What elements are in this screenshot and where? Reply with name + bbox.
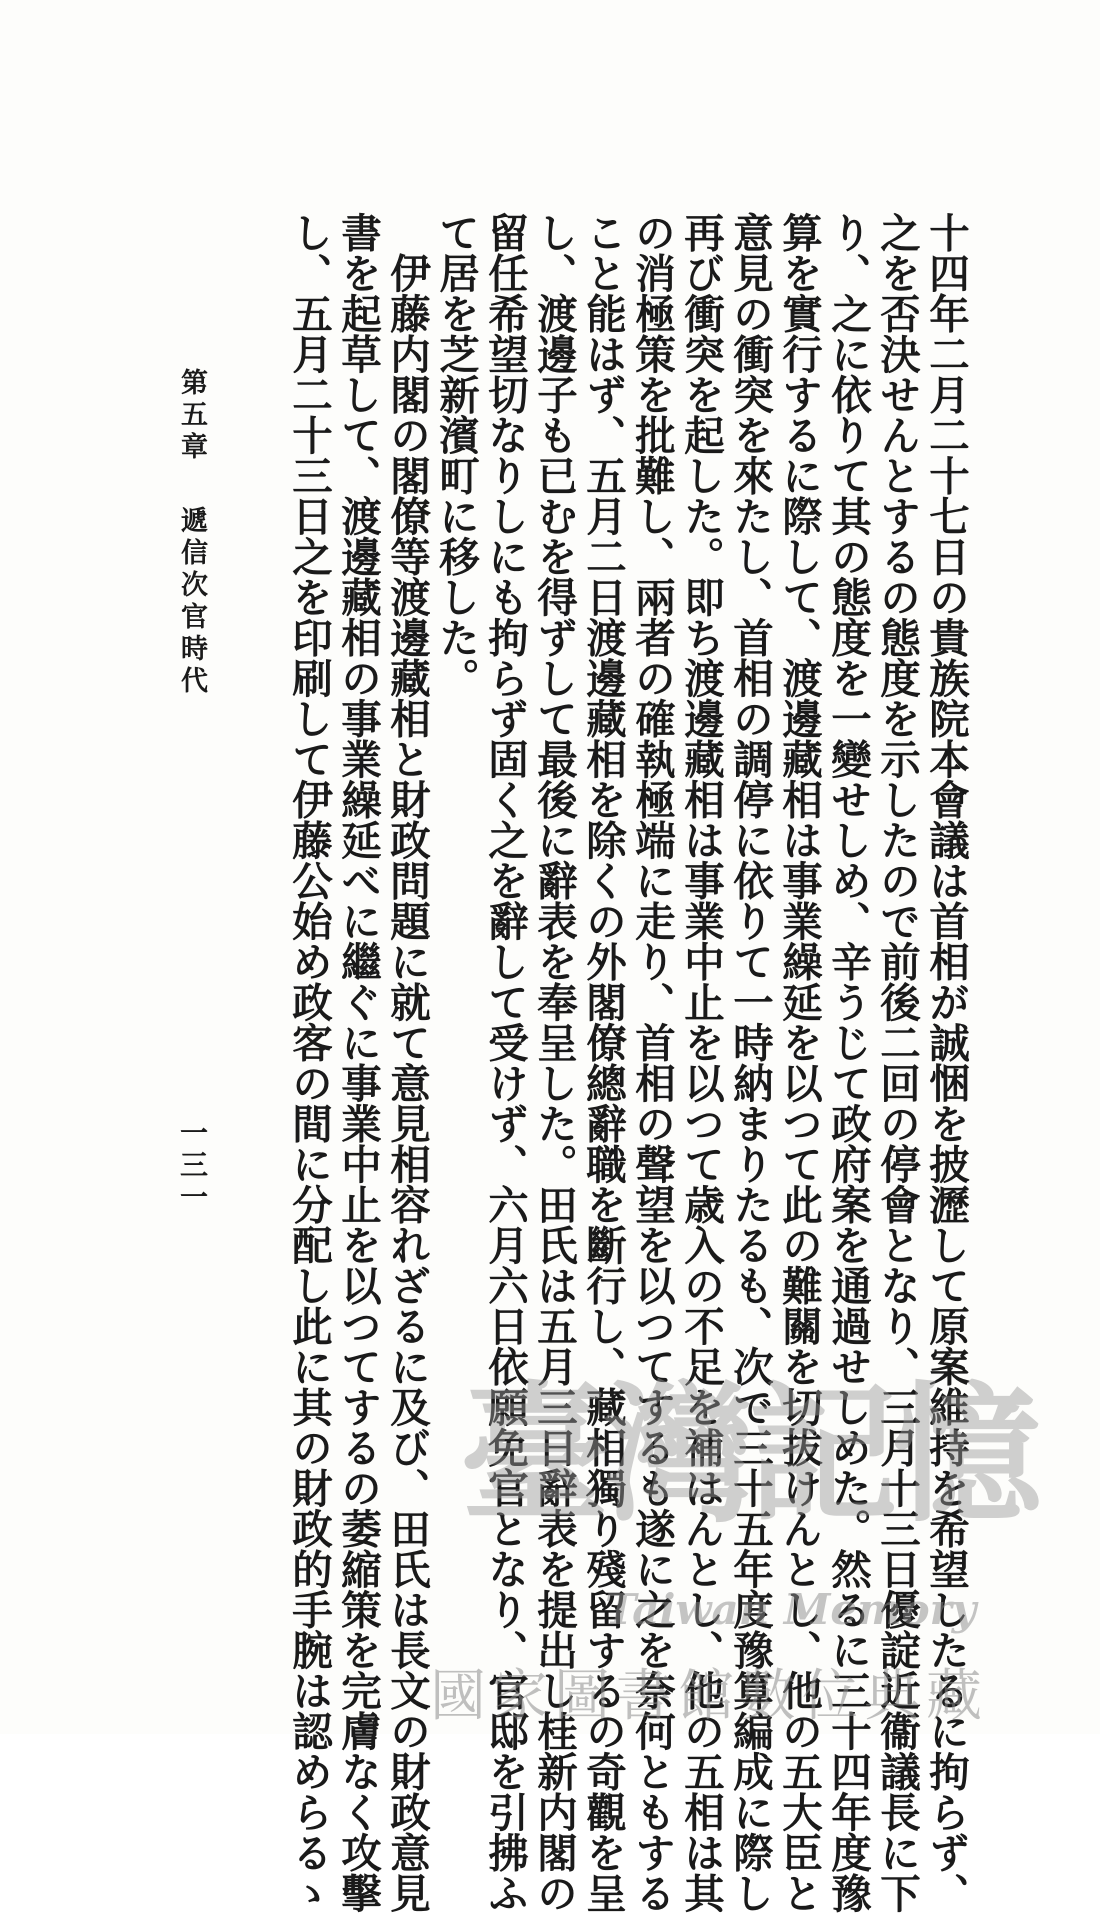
text-column: 再び衝突を起した。即ち渡邊藏相は事業中止を以つて歳入の不足を補はんとし、他の五相は其: [677, 212, 725, 1913]
text-column: の消極策を批難し、兩者の確執極端に走り、首相の聲望を以つてするも遂に之を奈何ともする: [628, 212, 676, 1913]
watermark-english: Taiwan Memory: [605, 1585, 977, 1634]
watermark-chinese: 國家圖書館數位典藏: [430, 1664, 988, 1729]
text-column: し、渡邊子も已むを得ずして最後に辭表を奉呈した。田氏は五月三日辭表を提出し桂新内閣の: [530, 212, 578, 1913]
text-column: 書を起草して、渡邊藏相の事業繰延べに繼ぐに事業中止を以つてするの萎縮策を完膚なく攻擊: [334, 212, 382, 1913]
watermark-logo: 臺灣記憶: [460, 1367, 1037, 1543]
text-column: 十四年二月二十七日の貴族院本會議は首相が誠悃を披瀝して原案維持を希望したるに拘らず、: [922, 212, 970, 1913]
text-column: 算を實行するに際して、渡邊藏相は事業繰延を以つて此の難關を切拔けんとし、他の五大臣と: [775, 212, 823, 1913]
chapter-title: 遞信次官時代: [176, 506, 207, 698]
text-column: 之を否決せんとするの態度を示したので前後二回の停會となり、三月十三日優諚近衞議長に下: [873, 212, 921, 1913]
text-column: こと能はず、五月二日渡邊藏相を除くの外閣僚總辭職を斷行し、藏相獨り殘留するの奇觀を呈: [579, 212, 627, 1913]
running-head: [172, 368, 211, 698]
text-column: 伊藤内閣の閣僚等渡邊藏相と財政問題に就て意見相容れざるに及び、田氏は長文の財政意見: [383, 212, 431, 1913]
chapter-label: 第五章: [176, 368, 207, 464]
text-column: て居を芝新濱町に移した。: [432, 212, 480, 698]
text-column: 留任希望切なりしにも拘らず固く之を辭して受けず、六月六日依願免官となり、官邸を引拂ふ: [481, 212, 529, 1913]
page-number: 一三一: [176, 1118, 209, 1214]
text-column: り、之に依りて其の態度を一變せしめ、辛うじて政府案を通過せしめた。然るに三十四年度豫: [824, 212, 872, 1913]
text-column: 意見の衝突を來たし、首相の調停に依りて一時納まりたるも、次で三十五年度豫算編成に際し: [726, 212, 774, 1913]
text-column: し、五月二十三日之を印刷して伊藤公始め政客の間に分配し此に其の財政的手腕は認めらるゝ: [285, 212, 333, 1913]
